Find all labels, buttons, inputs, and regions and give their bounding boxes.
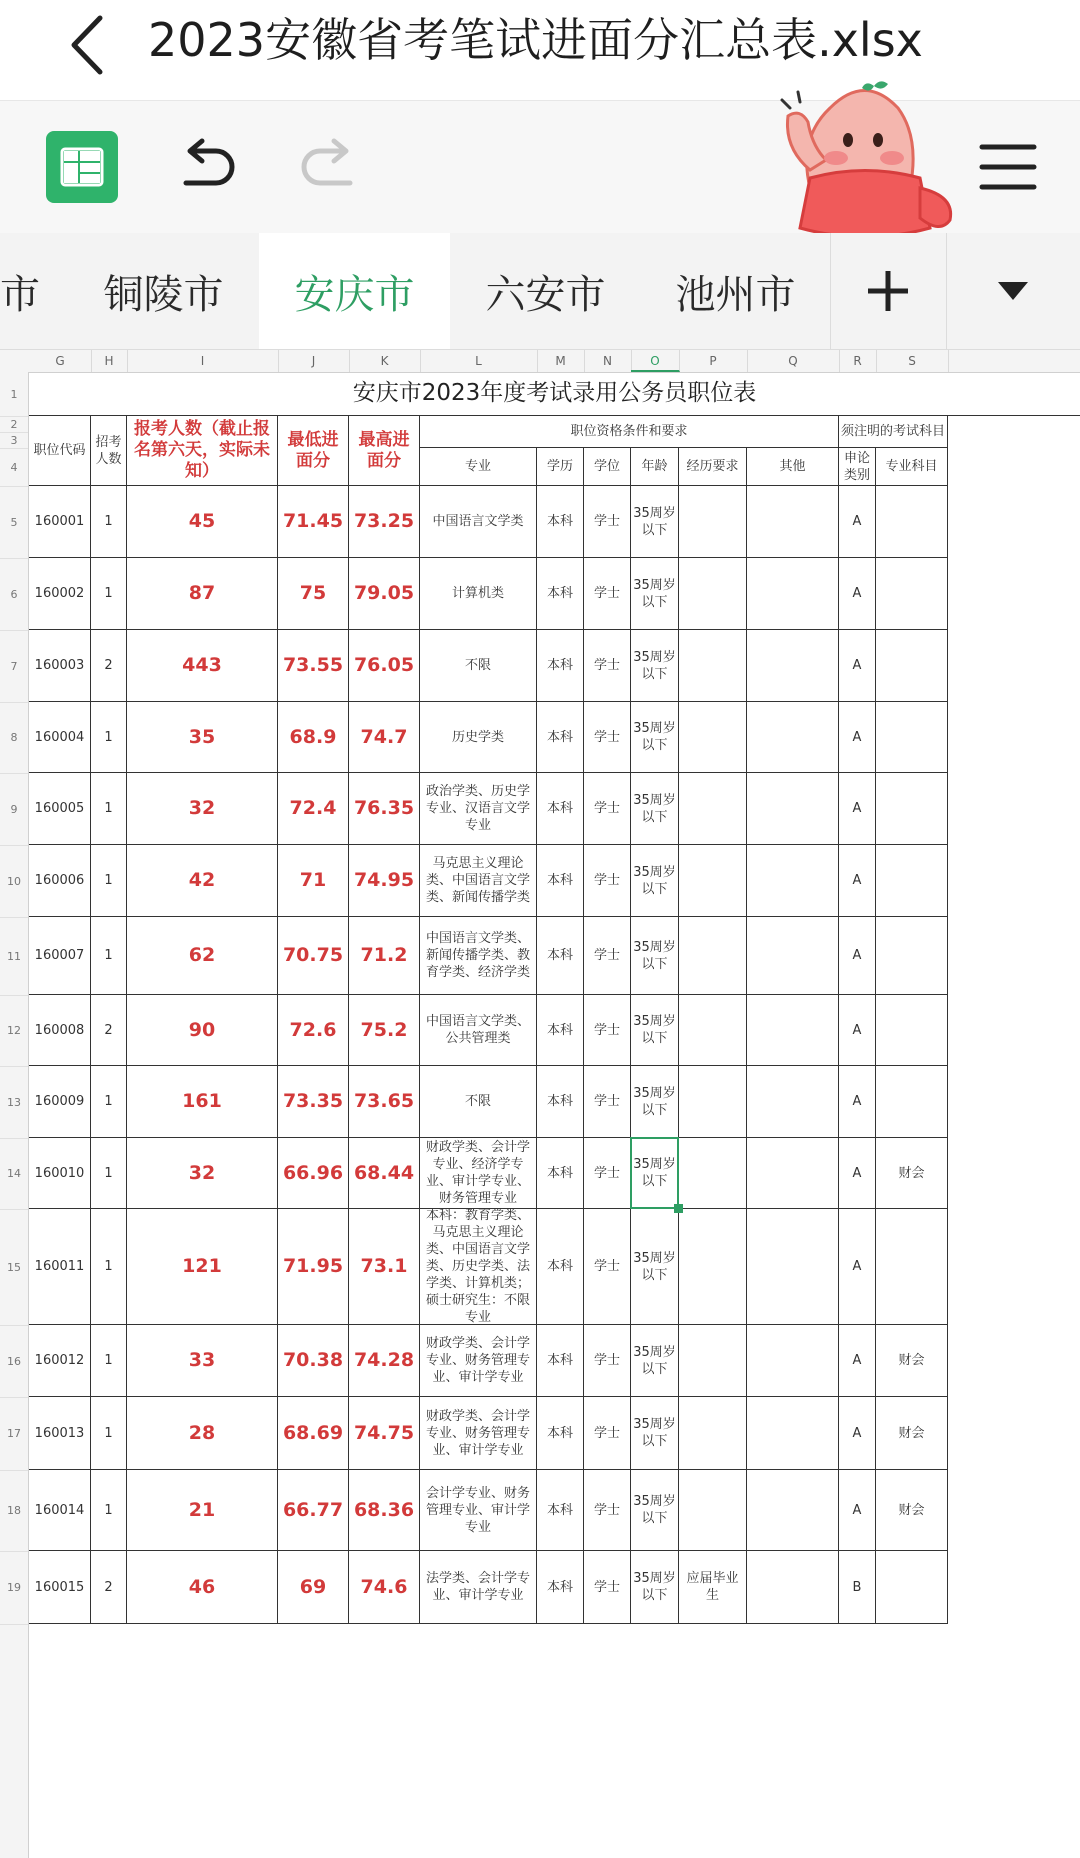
cell-education[interactable]: 本科	[537, 1470, 584, 1551]
cell-max-score[interactable]: 74.6	[349, 1551, 420, 1624]
cell-max-score[interactable]: 75.2	[349, 995, 420, 1066]
cell-recruit[interactable]: 1	[91, 917, 127, 995]
row-header[interactable]: 18	[0, 1470, 28, 1552]
cell-recruit[interactable]: 1	[91, 1209, 127, 1325]
cell-other[interactable]	[747, 845, 839, 917]
cell-code[interactable]: 160006	[29, 845, 91, 917]
cell-age[interactable]: 35周岁以下	[631, 917, 679, 995]
cell-major[interactable]: 本科：教育学类、马克思主义理论类、中国语言文学类、历史学类、法学类、计算机类；硕士研究生：不限专业	[420, 1209, 537, 1325]
column-header[interactable]: L	[420, 350, 538, 372]
cell-other[interactable]	[747, 1470, 839, 1551]
cell-recruit[interactable]: 1	[91, 702, 127, 773]
column-header[interactable]: P	[679, 350, 748, 372]
spreadsheet-icon	[60, 147, 104, 187]
cell-min-score[interactable]: 75	[278, 558, 349, 630]
cell-max-score[interactable]: 71.2	[349, 917, 420, 995]
cell-recruit[interactable]: 2	[91, 1551, 127, 1624]
cell-subject[interactable]	[876, 1066, 948, 1138]
cell-max-score[interactable]: 68.44	[349, 1138, 420, 1209]
cell-other[interactable]	[747, 486, 839, 558]
cell-subject[interactable]	[876, 1551, 948, 1624]
tab-tongling[interactable]: 铜陵市	[68, 233, 260, 349]
cell-age[interactable]: 35周岁以下	[631, 995, 679, 1066]
cell-code[interactable]: 160013	[29, 1397, 91, 1470]
row-header[interactable]: 16	[0, 1325, 28, 1398]
cell-experience[interactable]	[679, 630, 747, 702]
cell-other[interactable]	[747, 1397, 839, 1470]
menu-button[interactable]	[972, 131, 1044, 203]
chevron-left-icon	[60, 10, 120, 80]
cell-essay-type[interactable]: A	[839, 1325, 876, 1397]
row-header[interactable]: 19	[0, 1551, 28, 1625]
row-header[interactable]: 4	[0, 448, 28, 487]
cell-major[interactable]: 中国语言文学类	[420, 486, 537, 558]
spreadsheet-grid[interactable]	[0, 350, 1080, 1858]
cell-age[interactable]: 35周岁以下	[631, 558, 679, 630]
column-header[interactable]: M	[537, 350, 585, 372]
cell-subject[interactable]	[876, 630, 948, 702]
add-sheet-button[interactable]	[830, 233, 947, 349]
tab-chizhou[interactable]: 池州市	[641, 233, 831, 349]
tab-anqing[interactable]: 安庆市	[259, 233, 451, 349]
cell-code[interactable]: 160015	[29, 1551, 91, 1624]
cell-code[interactable]: 160011	[29, 1209, 91, 1325]
column-header[interactable]: O	[631, 350, 680, 372]
more-sheets-button[interactable]	[946, 233, 1080, 349]
cell-other[interactable]	[747, 1325, 839, 1397]
undo-icon	[176, 137, 240, 197]
cell-recruit[interactable]: 2	[91, 630, 127, 702]
cell-major[interactable]: 会计学专业、财务管理专业、审计学专业	[420, 1470, 537, 1551]
cell-degree[interactable]: 学士	[584, 1325, 631, 1397]
cell-other[interactable]	[747, 558, 839, 630]
cell-essay-type[interactable]: A	[839, 558, 876, 630]
cell-applicants[interactable]: 42	[127, 845, 278, 917]
row-header[interactable]: 1	[0, 372, 28, 417]
column-header[interactable]: H	[91, 350, 128, 372]
cell-age[interactable]: 35周岁以下	[631, 1551, 679, 1624]
cell-degree[interactable]: 学士	[584, 1551, 631, 1624]
cell-applicants[interactable]: 161	[127, 1066, 278, 1138]
cell-min-score[interactable]: 69	[278, 1551, 349, 1624]
cell-recruit[interactable]: 1	[91, 1470, 127, 1551]
cell-other[interactable]	[747, 702, 839, 773]
cell-experience[interactable]	[679, 845, 747, 917]
row-header[interactable]: 6	[0, 558, 28, 631]
cell-degree[interactable]: 学士	[584, 995, 631, 1066]
cell-subject[interactable]: 财会	[876, 1138, 948, 1209]
cell-experience[interactable]	[679, 1209, 747, 1325]
cell-code[interactable]: 160008	[29, 995, 91, 1066]
redo-button[interactable]	[292, 131, 364, 203]
redo-icon	[296, 137, 360, 197]
cell-major[interactable]: 不限	[420, 630, 537, 702]
header-exam-group[interactable]: 须注明的考试科目	[839, 416, 948, 448]
cell-experience[interactable]	[679, 702, 747, 773]
cell-recruit[interactable]: 1	[91, 486, 127, 558]
cell-age[interactable]: 35周岁以下	[631, 1325, 679, 1397]
cell-degree[interactable]: 学士	[584, 630, 631, 702]
hamburger-menu-icon	[978, 139, 1038, 195]
cell-degree[interactable]: 学士	[584, 1066, 631, 1138]
cell-education[interactable]: 本科	[537, 702, 584, 773]
cell-subject[interactable]: 财会	[876, 1470, 948, 1551]
row-header[interactable]: 17	[0, 1397, 28, 1471]
header-applicants[interactable]: 报考人数（截止报名第六天，实际未知）	[127, 416, 278, 486]
cell-code[interactable]: 160002	[29, 558, 91, 630]
cell-max-score[interactable]: 74.28	[349, 1325, 420, 1397]
back-button[interactable]	[60, 10, 120, 80]
cell-degree[interactable]: 学士	[584, 702, 631, 773]
cell-major[interactable]: 财政学类、会计学专业、财务管理专业、审计学专业	[420, 1325, 537, 1397]
cell-degree[interactable]: 学士	[584, 845, 631, 917]
cell-experience[interactable]	[679, 995, 747, 1066]
cell-education[interactable]: 本科	[537, 845, 584, 917]
cell-code[interactable]: 160010	[29, 1138, 91, 1209]
cell-degree[interactable]: 学士	[584, 773, 631, 845]
cell-min-score[interactable]: 73.55	[278, 630, 349, 702]
cell-essay-type[interactable]: A	[839, 773, 876, 845]
sheet-tabs	[0, 233, 1080, 350]
cell-area[interactable]	[29, 372, 1080, 1858]
cell-code[interactable]: 160005	[29, 773, 91, 845]
cell-applicants[interactable]: 62	[127, 917, 278, 995]
row-header[interactable]: 12	[0, 995, 28, 1067]
cell-experience[interactable]	[679, 486, 747, 558]
header-degree[interactable]: 学位	[584, 448, 631, 486]
cell-code[interactable]: 160003	[29, 630, 91, 702]
cell-age[interactable]: 35周岁以下	[631, 1066, 679, 1138]
cell-code[interactable]: 160009	[29, 1066, 91, 1138]
cell-applicants[interactable]: 33	[127, 1325, 278, 1397]
cell-applicants[interactable]: 28	[127, 1397, 278, 1470]
header-education[interactable]: 学历	[537, 448, 584, 486]
cell-education[interactable]: 本科	[537, 917, 584, 995]
cell-education[interactable]: 本科	[537, 1209, 584, 1325]
cell-max-score[interactable]: 73.65	[349, 1066, 420, 1138]
row-header[interactable]: 13	[0, 1066, 28, 1139]
cell-subject[interactable]	[876, 917, 948, 995]
cell-applicants[interactable]: 443	[127, 630, 278, 702]
row-header[interactable]: 2	[0, 416, 28, 433]
cell-education[interactable]: 本科	[537, 995, 584, 1066]
cell-age[interactable]: 35周岁以下	[631, 1470, 679, 1551]
cell-degree[interactable]: 学士	[584, 486, 631, 558]
cell-major[interactable]: 马克思主义理论类、中国语言文学类、新闻传播学类	[420, 845, 537, 917]
caret-down-icon	[996, 280, 1030, 302]
cell-essay-type[interactable]: B	[839, 1551, 876, 1624]
cell-min-score[interactable]: 71.95	[278, 1209, 349, 1325]
cell-education[interactable]: 本科	[537, 1066, 584, 1138]
header-subject[interactable]: 专业科目	[876, 448, 948, 486]
cell-essay-type[interactable]: A	[839, 917, 876, 995]
cell-recruit[interactable]: 2	[91, 995, 127, 1066]
cell-major[interactable]: 中国语言文学类、公共管理类	[420, 995, 537, 1066]
cell-applicants[interactable]: 21	[127, 1470, 278, 1551]
cell-experience[interactable]	[679, 1325, 747, 1397]
cell-min-score[interactable]: 71	[278, 845, 349, 917]
cell-max-score[interactable]: 73.1	[349, 1209, 420, 1325]
cell-major[interactable]: 法学类、会计学专业、审计学专业	[420, 1551, 537, 1624]
cell-max-score[interactable]: 74.75	[349, 1397, 420, 1470]
cell-recruit[interactable]: 1	[91, 558, 127, 630]
cell-min-score[interactable]: 70.38	[278, 1325, 349, 1397]
row-headers	[0, 372, 29, 1858]
cell-experience[interactable]: 应届毕业生	[679, 1551, 747, 1624]
row-header[interactable]: 5	[0, 486, 28, 559]
mascot-sticker[interactable]	[770, 78, 960, 246]
cell-applicants[interactable]: 87	[127, 558, 278, 630]
column-header[interactable]: R	[839, 350, 877, 372]
cell-age[interactable]: 35周岁以下	[631, 1397, 679, 1470]
cell-code[interactable]: 160007	[29, 917, 91, 995]
header-max-score[interactable]: 最高进面分	[349, 416, 420, 486]
cell-min-score[interactable]: 68.69	[278, 1397, 349, 1470]
cell-applicants[interactable]: 90	[127, 995, 278, 1066]
cell-min-score[interactable]: 71.45	[278, 486, 349, 558]
cell-experience[interactable]	[679, 1138, 747, 1209]
cell-age[interactable]: 35周岁以下	[631, 773, 679, 845]
cell-subject[interactable]: 财会	[876, 1397, 948, 1470]
cell-applicants[interactable]: 32	[127, 1138, 278, 1209]
cell-degree[interactable]: 学士	[584, 1470, 631, 1551]
cell-major[interactable]: 财政学类、会计学专业、财务管理专业、审计学专业	[420, 1397, 537, 1470]
cell-experience[interactable]	[679, 1397, 747, 1470]
cell-essay-type[interactable]: A	[839, 1138, 876, 1209]
cell-subject[interactable]	[876, 1209, 948, 1325]
cell-education[interactable]: 本科	[537, 1397, 584, 1470]
cell-essay-type[interactable]: A	[839, 1397, 876, 1470]
header-experience[interactable]: 经历要求	[679, 448, 747, 486]
cell-degree[interactable]: 学士	[584, 1397, 631, 1470]
cell-essay-type[interactable]: A	[839, 1209, 876, 1325]
header-age[interactable]: 年龄	[631, 448, 679, 486]
cell-major[interactable]: 计算机类	[420, 558, 537, 630]
cell-code[interactable]: 160014	[29, 1470, 91, 1551]
cell-max-score[interactable]: 74.95	[349, 845, 420, 917]
header-other[interactable]: 其他	[747, 448, 839, 486]
tab-luan[interactable]: 六安市	[450, 233, 642, 349]
header-code[interactable]: 职位代码	[29, 416, 91, 486]
column-header[interactable]: Q	[747, 350, 840, 372]
cell-recruit[interactable]: 1	[91, 1138, 127, 1209]
cell-essay-type[interactable]: A	[839, 1470, 876, 1551]
cell-recruit[interactable]: 1	[91, 1066, 127, 1138]
cell-other[interactable]	[747, 1138, 839, 1209]
row-header[interactable]: 15	[0, 1209, 28, 1326]
cell-degree[interactable]: 学士	[584, 1209, 631, 1325]
column-header[interactable]: J	[278, 350, 350, 372]
cell-applicants[interactable]: 121	[127, 1209, 278, 1325]
column-header[interactable]: K	[349, 350, 421, 372]
cell-min-score[interactable]: 73.35	[278, 1066, 349, 1138]
cell-age[interactable]: 35周岁以下	[631, 1209, 679, 1325]
cell-subject[interactable]	[876, 558, 948, 630]
cell-education[interactable]: 本科	[537, 773, 584, 845]
cell-education[interactable]: 本科	[537, 486, 584, 558]
row-header[interactable]: 10	[0, 845, 28, 918]
cell-subject[interactable]: 财会	[876, 1325, 948, 1397]
cell-min-score[interactable]: 68.9	[278, 702, 349, 773]
cell-min-score[interactable]: 66.77	[278, 1470, 349, 1551]
header-recruit[interactable]: 招考人数	[91, 416, 127, 486]
column-headers	[0, 350, 1080, 373]
cell-subject[interactable]	[876, 995, 948, 1066]
cell-min-score[interactable]: 72.4	[278, 773, 349, 845]
cell-major[interactable]: 中国语言文学类、新闻传播学类、教育学类、经济学类	[420, 917, 537, 995]
cell-age[interactable]: 35周岁以下	[631, 630, 679, 702]
cell-essay-type[interactable]: A	[839, 702, 876, 773]
table-title[interactable]: 安庆市2023年度考试录用公务员职位表	[29, 372, 1080, 416]
cell-min-score[interactable]: 70.75	[278, 917, 349, 995]
cell-other[interactable]	[747, 917, 839, 995]
cell-experience[interactable]	[679, 773, 747, 845]
cell-experience[interactable]	[679, 1066, 747, 1138]
cell-recruit[interactable]: 1	[91, 845, 127, 917]
row-header[interactable]: 7	[0, 630, 28, 703]
cell-code[interactable]: 160012	[29, 1325, 91, 1397]
document-title: 2023安徽省考笔试进面分汇总表.xlsx	[148, 13, 923, 67]
cell-code[interactable]: 160004	[29, 702, 91, 773]
cell-education[interactable]: 本科	[537, 558, 584, 630]
cell-other[interactable]	[747, 773, 839, 845]
cell-major[interactable]: 政治学类、历史学专业、汉语言文学专业	[420, 773, 537, 845]
cell-education[interactable]: 本科	[537, 1551, 584, 1624]
cell-min-score[interactable]: 66.96	[278, 1138, 349, 1209]
cell-experience[interactable]	[679, 1470, 747, 1551]
header-essay-type[interactable]: 申论类别	[839, 448, 876, 486]
row-header[interactable]: 9	[0, 773, 28, 846]
tab-partial[interactable]: 市	[0, 233, 69, 349]
cell-subject[interactable]	[876, 845, 948, 917]
row-header[interactable]: 8	[0, 702, 28, 774]
cell-age[interactable]: 35周岁以下	[631, 1138, 679, 1209]
mascot-sticker-icon	[770, 78, 960, 246]
cell-essay-type[interactable]: A	[839, 486, 876, 558]
cell-max-score[interactable]: 79.05	[349, 558, 420, 630]
cell-degree[interactable]: 学士	[584, 1138, 631, 1209]
plus-icon	[864, 267, 912, 315]
column-header[interactable]: I	[127, 350, 279, 372]
spreadsheet-button[interactable]	[46, 131, 118, 203]
cell-recruit[interactable]: 1	[91, 1397, 127, 1470]
cell-subject[interactable]	[876, 486, 948, 558]
cell-recruit[interactable]: 1	[91, 773, 127, 845]
cell-subject[interactable]	[876, 773, 948, 845]
cell-major[interactable]: 不限	[420, 1066, 537, 1138]
header-min-score[interactable]: 最低进面分	[278, 416, 349, 486]
cell-essay-type[interactable]: A	[839, 845, 876, 917]
cell-applicants[interactable]: 35	[127, 702, 278, 773]
cell-essay-type[interactable]: A	[839, 1066, 876, 1138]
column-header[interactable]: S	[876, 350, 949, 372]
cell-applicants[interactable]: 45	[127, 486, 278, 558]
cell-degree[interactable]: 学士	[584, 558, 631, 630]
cell-essay-type[interactable]: A	[839, 630, 876, 702]
column-header[interactable]: N	[584, 350, 632, 372]
undo-button[interactable]	[172, 131, 244, 203]
cell-other[interactable]	[747, 995, 839, 1066]
cell-code[interactable]: 160001	[29, 486, 91, 558]
row-header[interactable]: 11	[0, 917, 28, 996]
cell-recruit[interactable]: 1	[91, 1325, 127, 1397]
fill-handle[interactable]	[674, 1204, 683, 1213]
row-header[interactable]: 14	[0, 1138, 28, 1210]
header-major[interactable]: 专业	[420, 448, 537, 486]
cell-other[interactable]	[747, 630, 839, 702]
cell-education[interactable]: 本科	[537, 630, 584, 702]
cell-subject[interactable]	[876, 702, 948, 773]
cell-age[interactable]: 35周岁以下	[631, 702, 679, 773]
row-header[interactable]: 3	[0, 432, 28, 449]
cell-min-score[interactable]: 72.6	[278, 995, 349, 1066]
header-qualification-group[interactable]: 职位资格条件和要求	[420, 416, 839, 448]
cell-education[interactable]: 本科	[537, 1138, 584, 1209]
cell-applicants[interactable]: 46	[127, 1551, 278, 1624]
cell-applicants[interactable]: 32	[127, 773, 278, 845]
cell-other[interactable]	[747, 1551, 839, 1624]
cell-max-score[interactable]: 68.36	[349, 1470, 420, 1551]
column-header[interactable]: G	[29, 350, 92, 372]
cell-experience[interactable]	[679, 917, 747, 995]
cell-other[interactable]	[747, 1209, 839, 1325]
cell-max-score[interactable]: 76.05	[349, 630, 420, 702]
cell-degree[interactable]: 学士	[584, 917, 631, 995]
cell-experience[interactable]	[679, 558, 747, 630]
cell-education[interactable]: 本科	[537, 1325, 584, 1397]
cell-other[interactable]	[747, 1066, 839, 1138]
cell-essay-type[interactable]: A	[839, 995, 876, 1066]
cell-major[interactable]: 历史学类	[420, 702, 537, 773]
cell-major[interactable]: 财政学类、会计学专业、经济学专业、审计学专业、财务管理专业	[420, 1138, 537, 1209]
cell-max-score[interactable]: 74.7	[349, 702, 420, 773]
cell-max-score[interactable]: 76.35	[349, 773, 420, 845]
cell-max-score[interactable]: 73.25	[349, 486, 420, 558]
cell-age[interactable]: 35周岁以下	[631, 845, 679, 917]
cell-age[interactable]: 35周岁以下	[631, 486, 679, 558]
